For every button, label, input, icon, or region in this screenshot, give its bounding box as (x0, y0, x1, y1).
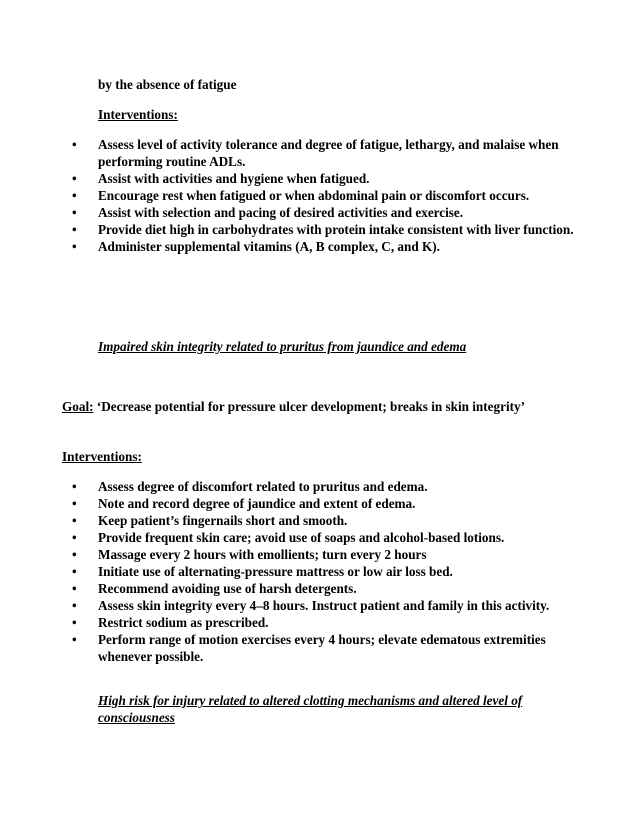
list-item: • Initiate use of alternating-pressure mattress or low air loss bed. (62, 563, 592, 580)
interventions-heading-2: Interventions: (62, 449, 142, 464)
list-item: • Assist with activities and hygiene when fatigued. (62, 170, 592, 187)
list-item: • Perform range of motion exercises every 4 hours; elevate edematous extremities whenever possible. (62, 631, 592, 665)
list-item: • Administer supplemental vitamins (A, B complex, C, and K). (62, 238, 592, 255)
list-item: • Assess degree of discomfort related to pruritus and edema. (62, 478, 592, 495)
list-item: • Recommend avoiding use of harsh detergents. (62, 580, 592, 597)
goal-statement (62, 398, 532, 415)
list-item: • Restrict sodium as prescribed. (62, 614, 592, 631)
continuation-text: by the absence of fatigue (98, 77, 237, 92)
nursing-diagnosis-injury: High risk for injury related to altered clotting mechanisms and altered level of consciousness (98, 693, 523, 725)
list-item: • Provide diet high in carbohydrates with protein intake consistent with liver function. (62, 221, 592, 238)
list-item: • Note and record degree of jaundice and extent of edema. (62, 495, 592, 512)
nursing-diagnosis-skin: Impaired skin integrity related to pruritus from jaundice and edema (98, 339, 467, 354)
interventions-heading-1: Interventions: (98, 107, 178, 122)
interventions-list-2 (62, 478, 592, 665)
interventions-list-1 (62, 136, 592, 255)
list-item: • Encourage rest when fatigued or when abdominal pain or discomfort occurs. (62, 187, 592, 204)
list-item: • Provide frequent skin care; avoid use of soaps and alcohol-based lotions. (62, 529, 592, 546)
goal-text: ‘Decrease potential for pressure ulcer development; breaks in skin integrity’ (96, 399, 525, 414)
list-item: • Assist with selection and pacing of desired activities and exercise. (62, 204, 592, 221)
list-item: • Massage every 2 hours with emollients; turn every 2 hours (62, 546, 592, 563)
list-item: • Assess level of activity tolerance and degree of fatigue, lethargy, and malaise when performing routine ADLs. (62, 136, 592, 170)
goal-label: Goal: (62, 399, 94, 414)
list-item: • Assess skin integrity every 4–8 hours. Instruct patient and family in this activity. (62, 597, 592, 614)
list-item: • Keep patient’s fingernails short and smooth. (62, 512, 592, 529)
